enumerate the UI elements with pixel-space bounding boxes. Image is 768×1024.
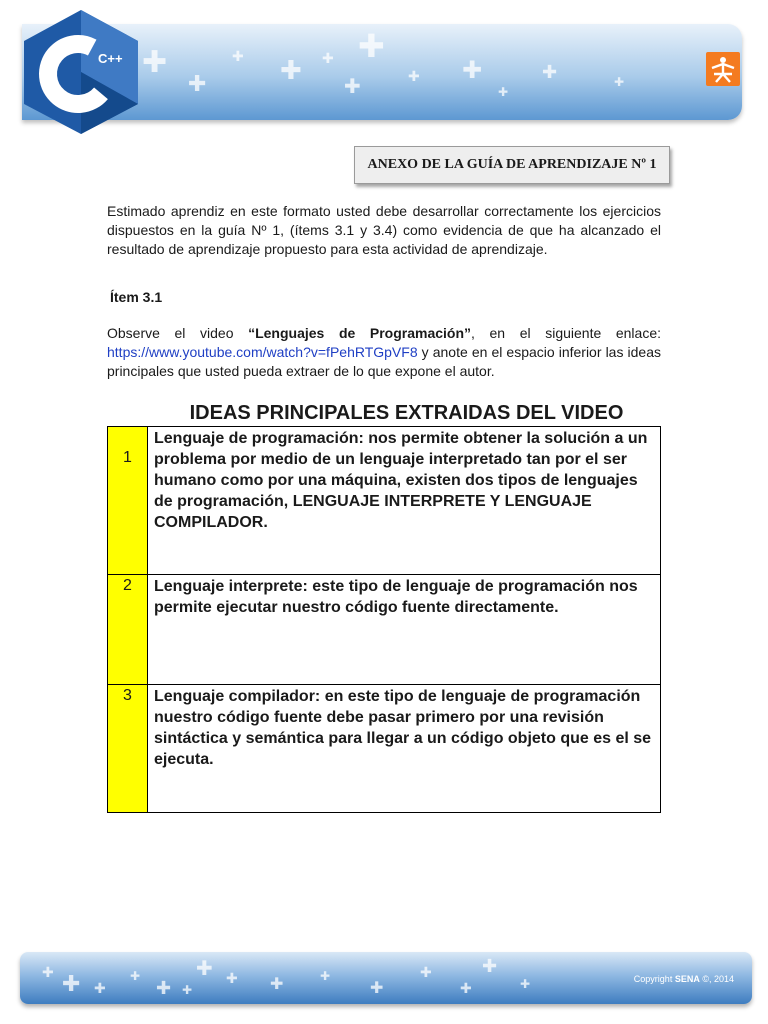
intro-paragraph: Estimado aprendiz en este formato usted debe desarrollar correctamente los ejercicios dispuestos en la guía Nº 1, (ítems 3.1 y 3.4) como evidencia de que ha alcanzado el resultado de aprendizaje propuesto para esta actividad de aprendizaje. bbox=[107, 203, 661, 257]
row-text: Lenguaje compilador: en este tipo de lenguaje de programación nuestro código fuente debe pasar primero por una revisión sintáctica y semántica para llegar a un código objeto que es el se ejecuta. bbox=[148, 685, 661, 813]
sena-person-icon bbox=[706, 52, 740, 86]
plus-decoration-icon: ✚ bbox=[408, 69, 420, 85]
instruction-text: y anote en el espacio inferior las ideas principales que usted pueda extraer de lo que expone el autor. bbox=[107, 344, 661, 379]
plus-decoration-icon: ✚ bbox=[614, 75, 625, 89]
plus-decoration-icon: ✚ bbox=[196, 956, 213, 980]
instruction-text: , en el siguiente enlace: bbox=[471, 325, 661, 341]
plus-decoration-icon: ✚ bbox=[370, 978, 384, 997]
plus-decoration-icon: ✚ bbox=[320, 969, 331, 983]
plus-decoration-icon: ✚ bbox=[344, 74, 361, 98]
video-title: “Lenguajes de Programación” bbox=[248, 325, 472, 341]
plus-decoration-icon: ✚ bbox=[62, 972, 81, 997]
row-number: 3 bbox=[108, 685, 148, 813]
document-title: ANEXO DE LA GUÍA DE APRENDIZAJE Nº 1 bbox=[354, 146, 670, 184]
table-row bbox=[108, 685, 661, 813]
instruction-text: Observe el video bbox=[107, 325, 249, 341]
row-number: 2 bbox=[108, 575, 148, 685]
row-number: 1 bbox=[108, 427, 148, 575]
plus-decoration-icon: ✚ bbox=[280, 56, 302, 86]
ideas-title: IDEAS PRINCIPALES EXTRAIDAS DEL VIDEO bbox=[189, 402, 624, 424]
plus-decoration-icon: ✚ bbox=[520, 977, 531, 991]
plus-decoration-icon: ✚ bbox=[420, 965, 432, 981]
copyright-prefix: Copyright bbox=[633, 974, 675, 984]
copyright-brand: SENA bbox=[674, 974, 700, 984]
plus-decoration-icon: ✚ bbox=[358, 27, 385, 65]
plus-decoration-icon: ✚ bbox=[156, 978, 172, 999]
plus-decoration-icon: ✚ bbox=[42, 965, 54, 981]
cpp-logo bbox=[18, 8, 144, 136]
plus-decoration-icon: ✚ bbox=[142, 45, 168, 80]
plus-decoration-icon: ✚ bbox=[460, 981, 472, 997]
plus-decoration-icon: ✚ bbox=[226, 971, 238, 987]
footer-banner bbox=[20, 952, 752, 1004]
video-link[interactable]: https://www.youtube.com/watch?v=fPehRTGpVF8 bbox=[107, 344, 418, 360]
row-text: Lenguaje de programación: nos permite obtener la solución a un problema por medio de un lenguaje interpretado tan por el ser humano como por una máquina, existen dos tipos de lenguajes de programación, LENGUAJE INTERPRETE Y LENGUAJE COMPILADOR. bbox=[148, 427, 661, 575]
plus-decoration-icon: ✚ bbox=[182, 983, 193, 997]
row-text: Lenguaje interprete: este tipo de lenguaje de programación nos permite ejecutar nuestro código fuente directamente. bbox=[148, 575, 661, 685]
copyright-suffix: ©, 2014 bbox=[699, 974, 734, 984]
instruction-paragraph bbox=[107, 324, 661, 381]
plus-decoration-icon: ✚ bbox=[498, 85, 509, 99]
plus-decoration-icon: ✚ bbox=[270, 974, 284, 993]
item-label: Ítem 3.1 bbox=[110, 289, 163, 305]
plus-decoration-icon: ✚ bbox=[462, 56, 483, 84]
ideas-table bbox=[107, 426, 661, 813]
table-row bbox=[108, 575, 661, 685]
plus-decoration-icon: ✚ bbox=[188, 72, 207, 97]
plus-decoration-icon: ✚ bbox=[322, 51, 334, 67]
plus-decoration-icon: ✚ bbox=[232, 49, 244, 65]
copyright-text bbox=[634, 974, 734, 984]
plus-decoration-icon: ✚ bbox=[94, 981, 106, 997]
plus-decoration-icon: ✚ bbox=[482, 956, 498, 977]
plus-decoration-icon: ✚ bbox=[130, 969, 141, 983]
sena-logo bbox=[706, 52, 740, 86]
table-row bbox=[108, 427, 661, 575]
plus-decoration-icon: ✚ bbox=[542, 62, 558, 83]
svg-text:C++: C++ bbox=[98, 51, 123, 66]
